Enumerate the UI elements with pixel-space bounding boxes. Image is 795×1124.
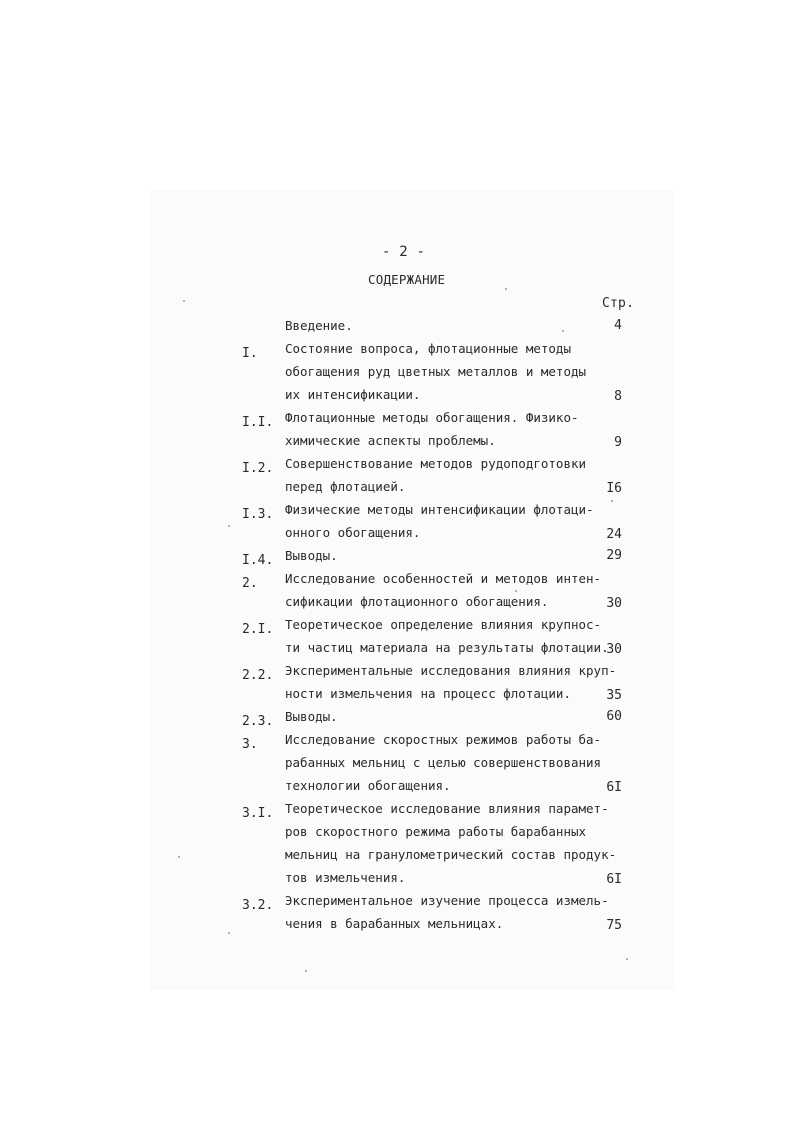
toc-entry-number: 2.: [242, 576, 258, 591]
toc-entry-page: 29: [606, 548, 622, 563]
toc-entry-page: 30: [606, 642, 622, 657]
toc-entry-number: I.2.: [242, 461, 274, 476]
toc-entry-line: чения в барабанных мельницах.: [285, 916, 504, 931]
toc-entry-page: 6I: [606, 872, 622, 887]
toc-entry-line: технологии обогащения.: [285, 778, 451, 793]
toc-entry-line: ров скоростного режима работы барабанных: [285, 824, 587, 839]
scan-speck: [305, 970, 307, 972]
toc-entry-line: мельниц на гранулометрический состав продук-: [285, 847, 617, 862]
toc-entry-line: Введение.: [285, 318, 353, 333]
toc-entry-line: ности измельчения на процесс флотации.: [285, 686, 571, 701]
scan-speck: [515, 590, 517, 592]
toc-entry-page: I6: [606, 481, 622, 496]
toc-entry-line: Исследование особенностей и методов интен-: [285, 571, 602, 586]
toc-entry-line: их интенсификации.: [285, 387, 421, 402]
toc-entry-number: 2.2.: [242, 668, 274, 683]
toc-entry-number: 3.: [242, 737, 258, 752]
toc-entry-line: ти частиц материала на результаты флотации.: [285, 640, 609, 655]
toc-entry-number: 3.I.: [242, 806, 274, 821]
toc-entry-line: Теоретическое исследование влияния парамет-: [285, 801, 609, 816]
page-number: - 2 -: [382, 244, 426, 260]
toc-entry-number: 2.I.: [242, 622, 274, 637]
toc-entry-line: химические аспекты проблемы.: [285, 433, 496, 448]
scan-speck: [611, 500, 613, 502]
toc-entry-line: Совершенствование методов рудоподготовки: [285, 456, 587, 471]
toc-entry-line: Экспериментальное изучение процесса измель-: [285, 893, 609, 908]
toc-entry-line: обогащения руд цветных металлов и методы: [285, 364, 587, 379]
toc-entry-number: I.4.: [242, 553, 274, 568]
toc-entry-line: Экспериментальные исследования влияния круп-: [285, 663, 617, 678]
toc-entry-line: сификации флотационного обогащения.: [285, 594, 549, 609]
toc-entry-line: Флотационные методы обогащения. Физико-: [285, 410, 579, 425]
scanned-page: [150, 190, 675, 990]
toc-entry-number: 3.2.: [242, 898, 274, 913]
toc-entry-page: 9: [614, 435, 622, 450]
page-title: СОДЕРЖАНИЕ: [368, 272, 446, 287]
scan-speck: [626, 958, 628, 960]
toc-entry-page: 75: [606, 918, 622, 933]
scan-speck: [228, 932, 230, 934]
toc-entry-page: 60: [606, 709, 622, 724]
toc-entry-number: I.: [242, 346, 258, 361]
toc-entry-line: тов измельчения.: [285, 870, 406, 885]
toc-entry-number: 2.3.: [242, 714, 274, 729]
toc-entry-line: перед флотацией.: [285, 479, 406, 494]
toc-entry-page: 24: [606, 527, 622, 542]
scan-speck: [562, 330, 564, 332]
toc-entry-line: Исследование скоростных режимов работы ба-: [285, 732, 602, 747]
toc-entry-page: 4: [614, 318, 622, 333]
toc-entry-line: Состояние вопроса, флотационные методы: [285, 341, 571, 356]
toc-entry-number: I.3.: [242, 507, 274, 522]
toc-entry-line: Выводы.: [285, 709, 338, 724]
toc-entry-page: 35: [606, 688, 622, 703]
toc-entry-line: Теоретическое определение влияния крупнос-: [285, 617, 602, 632]
toc-entry-line: рабанных мельниц с целью совершенствования: [285, 755, 602, 770]
toc-entry-page: 8: [614, 389, 622, 404]
toc-entry-line: Физические методы интенсификации флотаци-: [285, 502, 594, 517]
toc-entry-line: онного обогащения.: [285, 525, 421, 540]
scan-speck: [183, 300, 185, 302]
toc-entry-page: 30: [606, 596, 622, 611]
page-column-label: Стр.: [602, 296, 635, 311]
scan-speck: [228, 525, 230, 527]
toc-entry-number: I.I.: [242, 415, 274, 430]
toc-entry-line: Выводы.: [285, 548, 338, 563]
toc-entry-page: 6I: [606, 780, 622, 795]
scan-speck: [178, 856, 180, 858]
scan-speck: [505, 288, 507, 290]
